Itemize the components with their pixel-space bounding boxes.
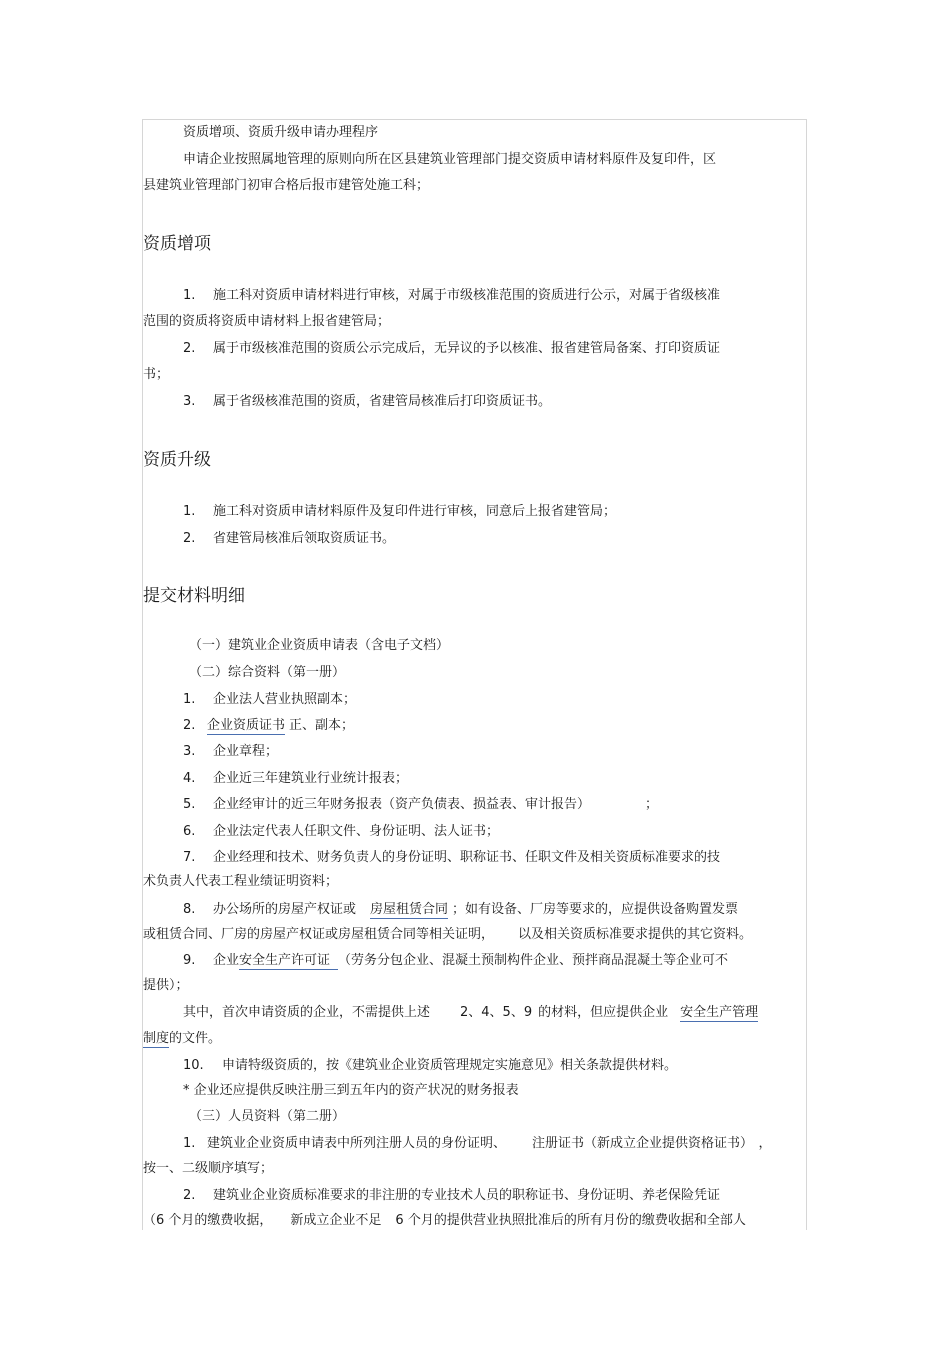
list-number: 8. [183, 902, 196, 917]
list-number: 2. [183, 718, 196, 733]
list-item-text: 6 个月的提供营业执照批准后的所有月份的缴费收据和全部人 [395, 1213, 746, 1228]
list-number: 3. [183, 394, 196, 409]
list-item-continuation [143, 1213, 746, 1229]
note-text: 其中，首次申请资质的企业，不需提供上述 [183, 1005, 431, 1020]
subsection-title: （一）建筑业企业资质申请表（含电子文档） [189, 638, 450, 653]
list-item: 申请特级资质的，按《建筑业企业资质管理规定实施意见》相关条款提供材料。 [222, 1058, 678, 1073]
list-number: 1. [183, 692, 196, 707]
link-lease-contract[interactable]: 房屋租赁合同 [370, 902, 449, 917]
list-item: 企业经审计的近三年财务报表（资产负债表、损益表、审计报告） [213, 797, 591, 812]
list-number: 1. [183, 504, 196, 519]
list-number: 1. [183, 1136, 196, 1151]
list-item-continuation [143, 927, 752, 943]
list-item: 企业经理和技术、财务负责人的身份证明、职称证书、任职文件及相关资质标准要求的技 [213, 850, 721, 865]
list-number: 2. [183, 531, 196, 546]
list-item-end: ； [645, 797, 659, 812]
link-safety-management[interactable]: 安全生产管理 [680, 1005, 759, 1020]
list-item-text: 正、副本； [289, 718, 355, 733]
list-item-text: 办公场所的房屋产权证或 [213, 902, 357, 917]
list-item-text: ；如有设备、厂房等要求的，应提供设备购置发票 [452, 902, 739, 917]
list-item: 建筑业企业资质标准要求的非注册的专业技术人员的职称证书、身份证明、养老保险凭证 [213, 1188, 721, 1203]
intro-paragraph-line1: 申请企业按照属地管理的原则向所在区县建筑业管理部门提交资质申请材料原件及复印件，区 [183, 152, 717, 167]
list-item-text: 建筑业企业资质申请表中所列注册人员的身份证明、 [207, 1136, 507, 1151]
section-heading-addition: 资质增项 [143, 234, 211, 254]
list-item [213, 953, 728, 969]
list-item: 企业近三年建筑业行业统计报表； [213, 771, 409, 786]
list-item-text: （6 个月的缴费收据， [143, 1213, 273, 1228]
list-item-text: 或租赁合同、厂房的房屋产权证或房屋租赁合同等相关证明， [143, 927, 495, 942]
list-item [213, 902, 738, 918]
list-item-text: 注册证书（新成立企业提供资格证书） [532, 1136, 747, 1151]
list-number: 2. [183, 1188, 196, 1203]
intro-title: 资质增项、资质升级申请办理程序 [183, 125, 379, 140]
list-item-text: 以及相关资质标准要求提供的其它资料。 [518, 927, 753, 942]
list-item-text: 企业 [213, 953, 240, 968]
link-safety-license[interactable]: 安全生产许可证 [239, 953, 338, 970]
list-item: 省建管局核准后领取资质证书。 [213, 531, 396, 546]
list-item-continuation: 提供）； [143, 978, 189, 993]
list-item-continuation: 术负责人代表工程业绩证明资料； [143, 874, 339, 889]
list-item: 企业法人营业执照副本； [213, 692, 357, 707]
list-item [207, 1136, 772, 1152]
section-heading-upgrade: 资质升级 [143, 450, 211, 470]
list-number: 6. [183, 824, 196, 839]
link-safety-management-cont[interactable]: 制度 [143, 1031, 170, 1046]
list-item [207, 718, 354, 734]
section-heading-materials: 提交材料明细 [143, 586, 245, 606]
subsection-title: （三）人员资料（第二册） [189, 1109, 346, 1124]
list-item: 施工科对资质申请材料原件及复印件进行审核，同意后上报省建管局； [213, 504, 617, 519]
note-line2 [143, 1031, 221, 1047]
list-item-continuation: 按一、二级顺序填写； [143, 1161, 274, 1176]
list-number: 2. [183, 341, 196, 356]
list-number: 1. [183, 288, 196, 303]
note-star: * 企业还应提供反映注册三到五年内的资产状况的财务报表 [183, 1083, 519, 1098]
list-item-continuation: 书； [143, 367, 170, 382]
list-item-text: ， [758, 1136, 772, 1151]
link-qualification-certificate[interactable]: 企业资质证书 [207, 718, 286, 733]
note-text: 2、4、5、9 [460, 1005, 533, 1020]
list-item: 企业法定代表人任职文件、身份证明、法人证书； [213, 824, 500, 839]
note-text: 的文件。 [169, 1031, 222, 1046]
list-item-text: （劳务分包企业、混凝土预制构件企业、预拌商品混凝土等企业可不 [338, 953, 729, 968]
list-item: 施工科对资质申请材料进行审核，对属于市级核准范围的资质进行公示，对属于省级核准 [213, 288, 721, 303]
list-number: 9. [183, 953, 196, 968]
note-line1 [183, 1005, 758, 1021]
list-number: 5. [183, 797, 196, 812]
note-text: 的材料，但应提供企业 [538, 1005, 669, 1020]
list-item-continuation: 范围的资质将资质申请材料上报省建管局； [143, 314, 391, 329]
list-item: 属于市级核准范围的资质公示完成后，无异议的予以核准、报省建管局备案、打印资质证 [213, 341, 721, 356]
intro-paragraph-line2: 县建筑业管理部门初审合格后报市建管处施工科； [143, 178, 430, 193]
list-number: 10. [183, 1058, 204, 1073]
list-item: 企业章程； [213, 744, 279, 759]
list-number: 3. [183, 744, 196, 759]
list-number: 7. [183, 850, 196, 865]
list-number: 4. [183, 771, 196, 786]
subsection-title: （二）综合资料（第一册） [189, 665, 346, 680]
list-item: 属于省级核准范围的资质，省建管局核准后打印资质证书。 [213, 394, 552, 409]
list-item-text: 新成立企业不足 [290, 1213, 382, 1228]
